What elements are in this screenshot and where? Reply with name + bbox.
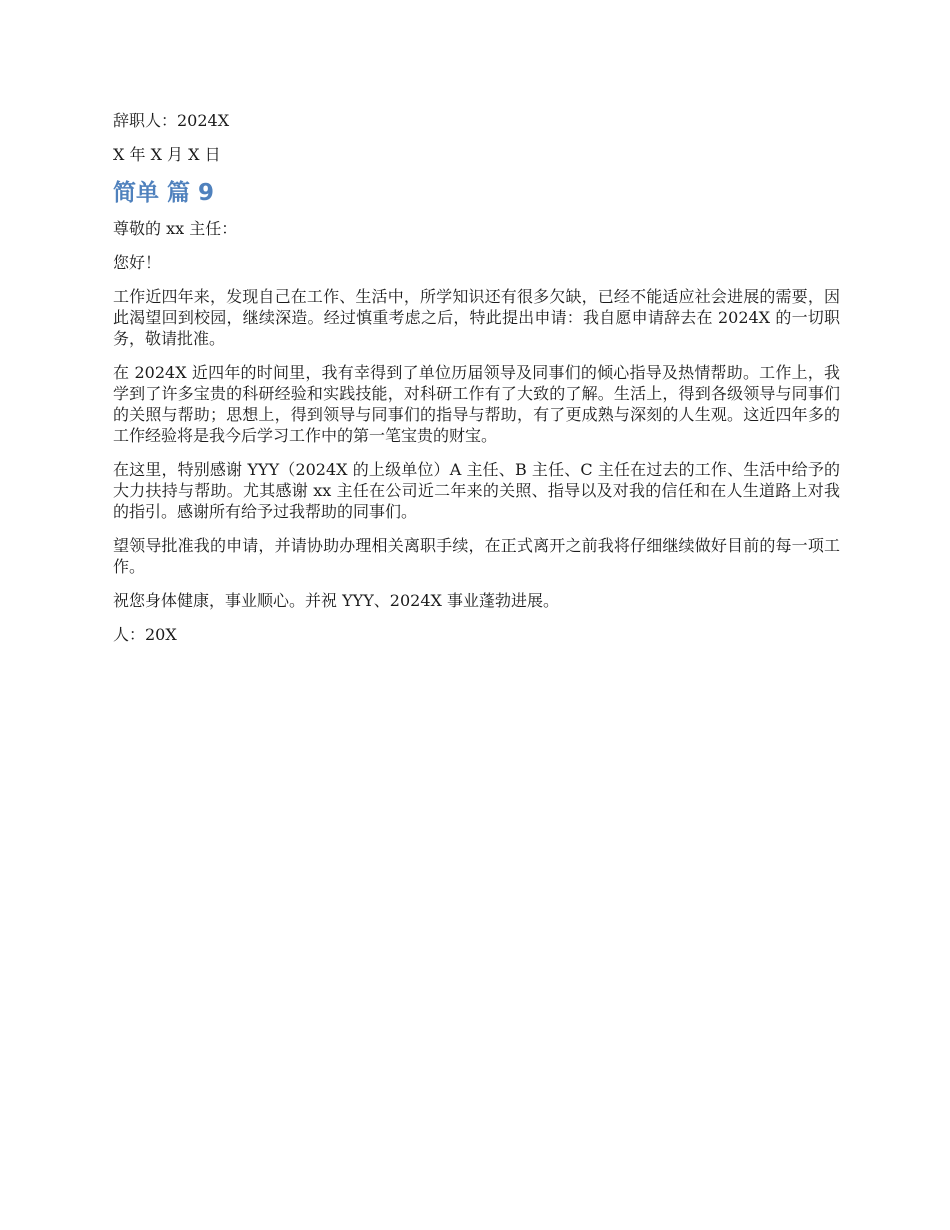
signature-top: 辞职人：2024X bbox=[113, 111, 230, 130]
document-page bbox=[113, 110, 840, 658]
paragraph-1: 工作近四年来，发现自己在工作、生活中，所学知识还有很多欠缺，已经不能适应社会进展的需要，因此渴望回到校园，继续深造。经过慎重考虑之后，特此提出申请：我自愿申请辞去在 2024X 的一切职务，敬请批准。 bbox=[113, 287, 840, 348]
paragraph-4: 望领导批准我的申请，并请协助办理相关离职手续，在正式离开之前我将仔细继续做好目前的每一项工作。 bbox=[113, 536, 840, 576]
date-line: X 年 X 月 X 日 bbox=[113, 145, 221, 164]
section-heading: 简单 篇 9 bbox=[113, 180, 215, 206]
paragraph-2: 在 2024X 近四年的时间里，我有幸得到了单位历届领导及同事们的倾心指导及热情帮助。工作上，我学到了许多宝贵的科研经验和实践技能，对科研工作有了大致的了解。生活上，得到各级领导与同事们的关照与帮助；思想上，得到领导与同事们的指导与帮助，有了更成熟与深刻的人生观。这近四年多的工作经验将是我今后学习工作中的第一笔宝贵的财宝。 bbox=[113, 363, 840, 445]
salutation: 尊敬的 xx 主任： bbox=[113, 219, 238, 238]
paragraph-3: 在这里，特别感谢 YYY（2024X 的上级单位）A 主任、B 主任、C 主任在过去的工作、生活中给予的大力扶持与帮助。尤其感谢 xx 主任在公司近二年来的关照、指导以及对我的信任和在人生道路上对我的指引。感谢所有给予过我帮助的同事们。 bbox=[113, 460, 840, 521]
paragraph-5: 祝您身体健康，事业顺心。并祝 YYY、2024X 事业蓬勃进展。 bbox=[113, 591, 559, 610]
signature-bottom: 人：20X bbox=[113, 625, 177, 644]
greeting: 您好！ bbox=[113, 253, 162, 272]
